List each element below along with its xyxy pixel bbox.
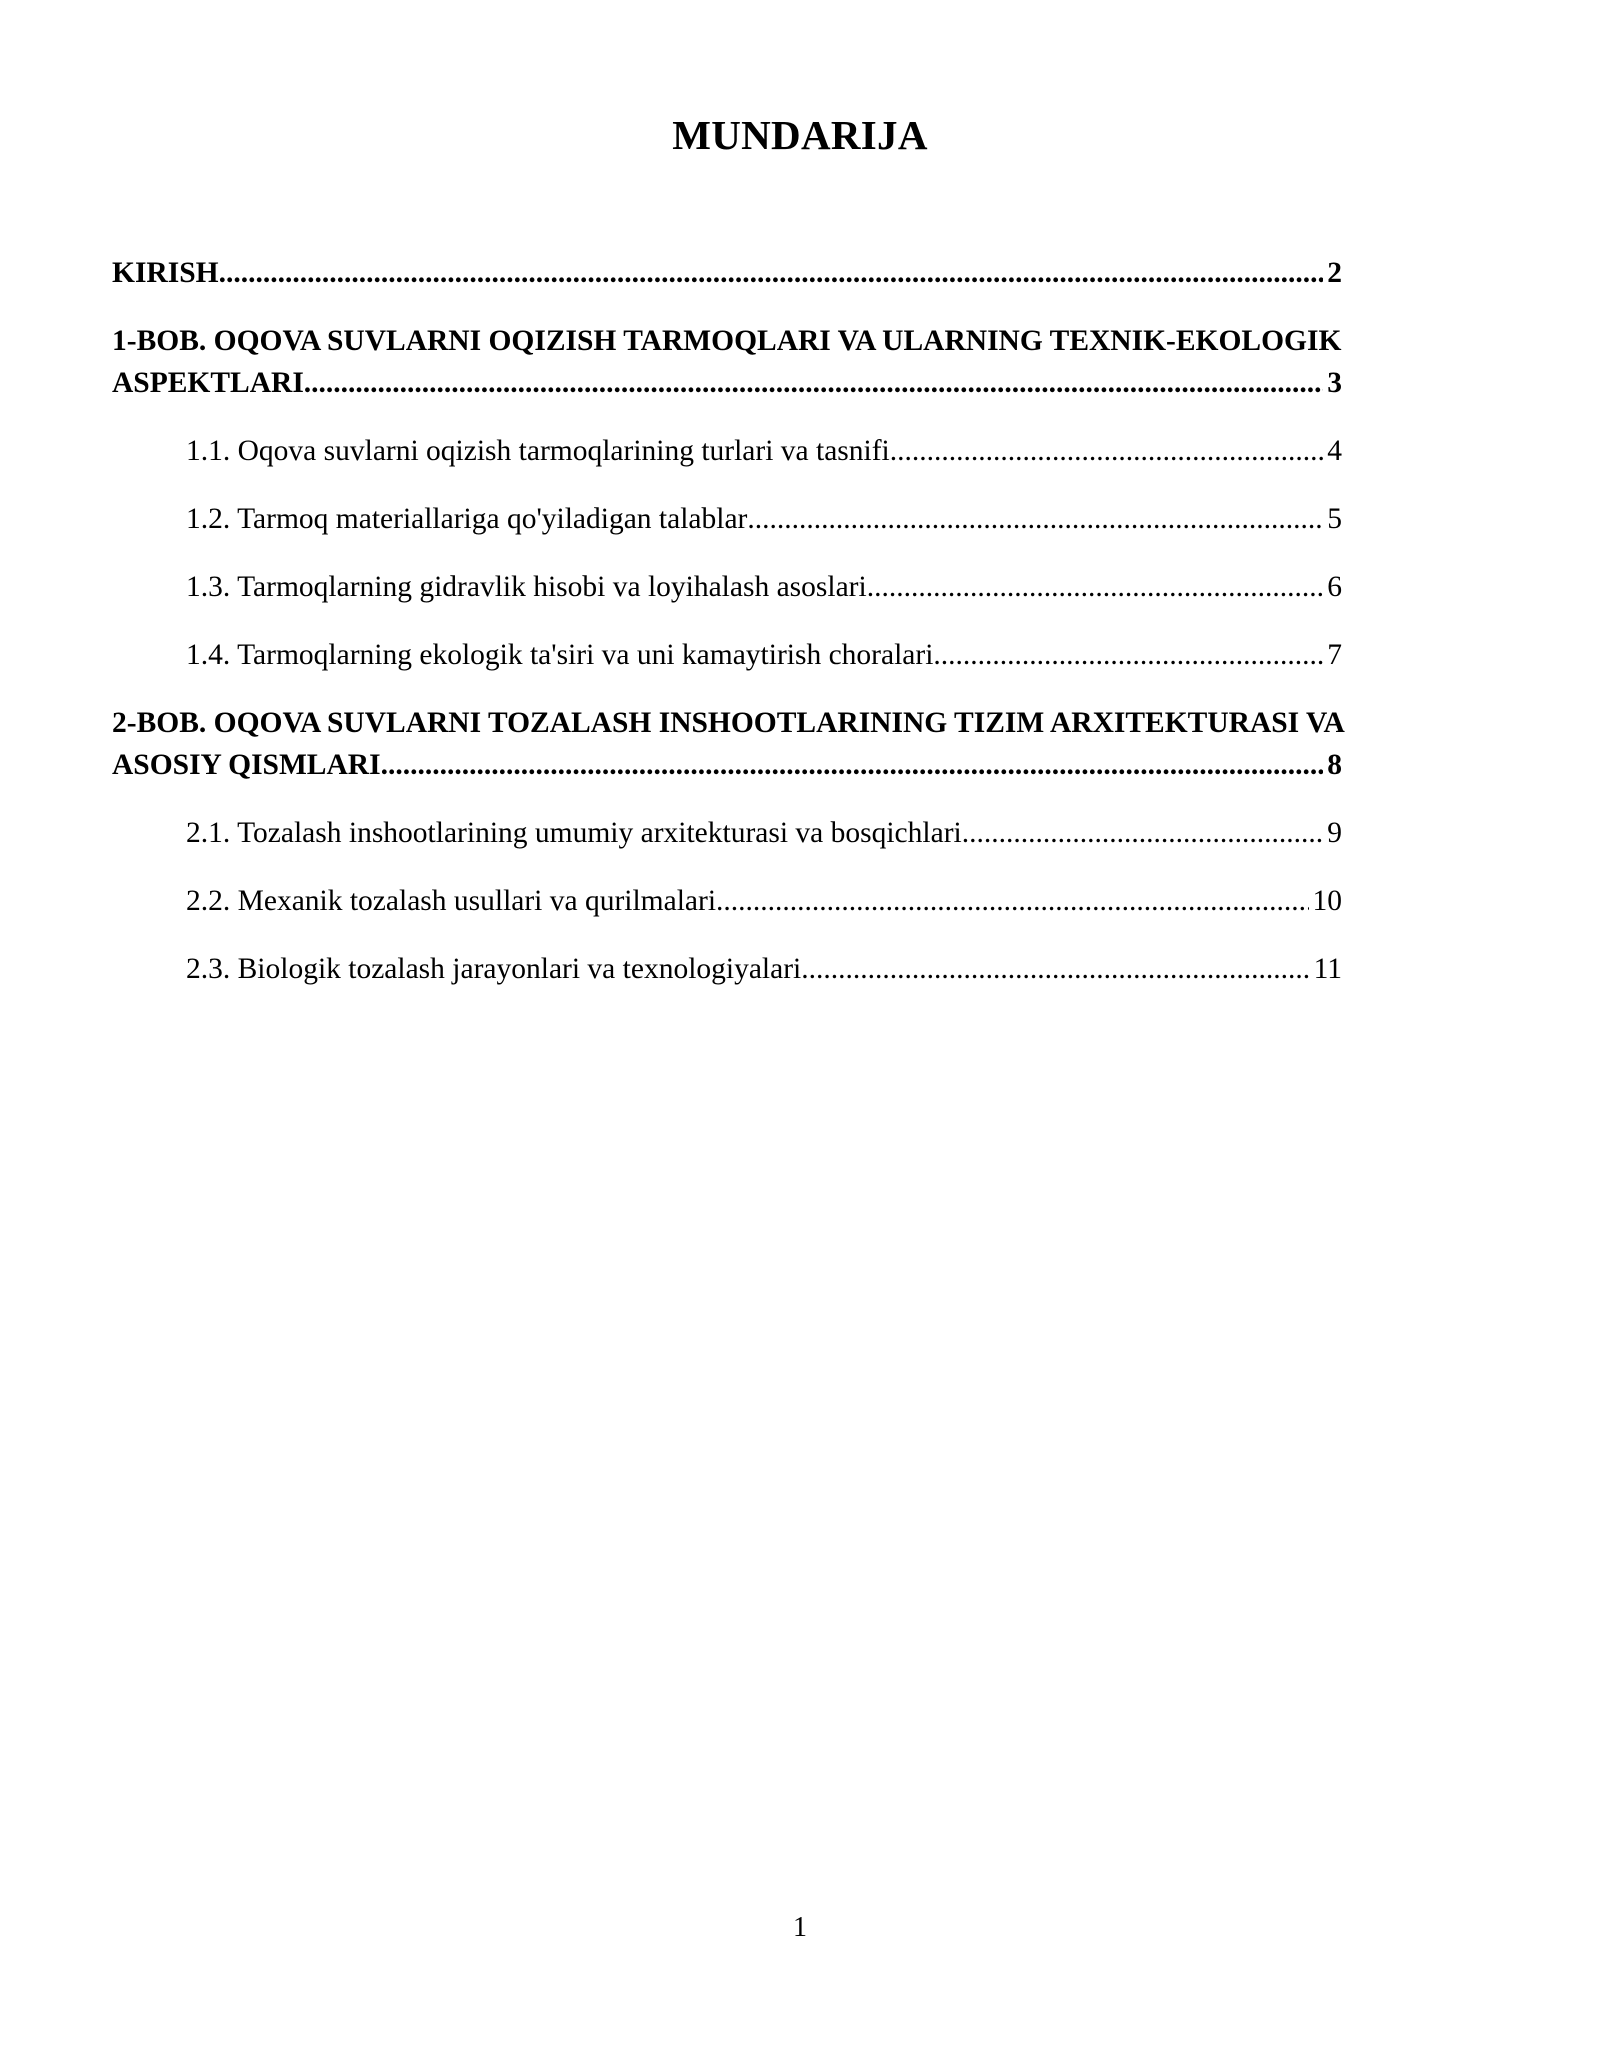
toc-entry-label-line1: 1-BOB. OQOVA SUVLARNI OQIZISH TARMOQLARI VA ULARNING TEXNIK-EKOLOGIK [112, 325, 1342, 357]
toc-entry-chapter-2[interactable] [112, 702, 1345, 786]
toc-page-number: 8 [1327, 749, 1342, 781]
toc-page-number: 2 [1327, 257, 1342, 289]
toc-entry-label: 1.1. Oqova suvlarni oqizish tarmoqlarining turlari va tasnifi [186, 435, 890, 467]
toc-page-number: 3 [1327, 367, 1342, 399]
toc-entry-label: 2.2. Mexanik tozalash usullari va qurilmalari [186, 885, 717, 917]
toc-entry-section-1-2[interactable] [186, 498, 1342, 540]
toc-entry-label-line2: ASPEKTLARI [112, 367, 304, 399]
dot-leader [933, 634, 1323, 676]
toc-page-number: 4 [1327, 435, 1342, 467]
page-footer-number: 1 [793, 1912, 807, 1943]
toc-entry-section-1-1[interactable] [186, 430, 1342, 472]
dot-leader [890, 430, 1323, 472]
toc-entry-label: KIRISH [112, 257, 219, 289]
toc-entry-kirish[interactable] [112, 252, 1342, 294]
dot-leader [304, 362, 1323, 404]
table-of-contents [112, 252, 1345, 990]
toc-entry-section-2-1[interactable] [186, 812, 1342, 854]
dot-leader [747, 498, 1323, 540]
dot-leader [219, 252, 1324, 294]
toc-page-number: 10 [1312, 885, 1342, 917]
toc-entry-label: 2.3. Biologik tozalash jarayonlari va texnologiyalari [186, 953, 802, 985]
toc-entry-label: 1.3. Tarmoqlarning gidravlik hisobi va loyihalash asoslari [186, 571, 867, 603]
toc-page-number: 7 [1327, 639, 1342, 671]
dot-leader [962, 812, 1324, 854]
dot-leader [381, 744, 1324, 786]
toc-entry-label-line2: ASOSIY QISMLARI [112, 749, 381, 781]
toc-entry-label-line1: 2-BOB. OQOVA SUVLARNI TOZALASH INSHOOTLARINING TIZIM ARXITEKTURASI VA [112, 707, 1345, 739]
dot-leader [801, 948, 1309, 990]
toc-entry-section-2-2[interactable] [186, 880, 1342, 922]
toc-page-number: 11 [1313, 953, 1342, 985]
toc-entry-label: 1.2. Tarmoq materiallariga qo'yiladigan talablar [186, 503, 748, 535]
dot-leader [867, 566, 1324, 608]
toc-entry-section-2-3[interactable] [186, 948, 1342, 990]
dot-leader [716, 880, 1308, 922]
page-title: MUNDARIJA [672, 112, 928, 158]
toc-page-number: 6 [1327, 571, 1342, 603]
toc-entry-label: 2.1. Tozalash inshootlarining umumiy arxitekturasi va bosqichlari [186, 817, 962, 849]
toc-page-number: 5 [1327, 503, 1342, 535]
toc-entry-section-1-4[interactable] [186, 634, 1342, 676]
toc-entry-section-1-3[interactable] [186, 566, 1342, 608]
toc-page-number: 9 [1327, 817, 1342, 849]
toc-entry-chapter-1[interactable] [112, 320, 1342, 404]
toc-entry-label: 1.4. Tarmoqlarning ekologik ta'siri va uni kamaytirish choralari [186, 639, 934, 671]
